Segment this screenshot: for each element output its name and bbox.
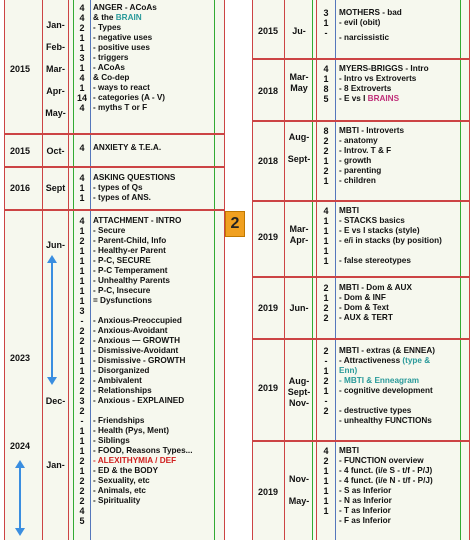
- count-value: 4: [79, 506, 85, 516]
- topic-item: - S as Inferior: [339, 486, 392, 495]
- count-value: 1: [323, 216, 329, 226]
- topic-item: - Relationships: [93, 386, 152, 395]
- topic-item: - STACKS basics: [339, 216, 405, 225]
- topic-list: [93, 173, 175, 203]
- count-value: 1: [323, 226, 329, 236]
- topic-item: [339, 396, 435, 406]
- topic-item: - Spirituality: [93, 496, 141, 505]
- year-column-rule: [284, 0, 285, 540]
- month-label: Jun-: [289, 303, 309, 313]
- count-value: 1: [323, 18, 329, 28]
- month-label: Dec-: [45, 396, 66, 406]
- topic-item: - P-C Temperament: [93, 266, 168, 275]
- count-value: 1: [323, 466, 329, 476]
- left-margin-rule: [252, 0, 253, 540]
- count-value: 1: [79, 183, 85, 193]
- topic-title: MBTI: [339, 206, 360, 215]
- topic-item: - Dismissive-Avoidant: [93, 346, 179, 355]
- topic-item: - Anxious-Preoccupied: [93, 316, 182, 325]
- divider: [252, 58, 470, 60]
- count-value: 1: [323, 476, 329, 486]
- topic-item: - Anxious-Avoidant: [93, 326, 168, 335]
- count-column: [76, 3, 88, 113]
- month-label: Apr-: [289, 235, 309, 245]
- topic-item: - 4 funct. (i/e S - t/f - P/J): [339, 466, 433, 475]
- right-green-rule: [214, 0, 215, 540]
- topic-item: - Dom & Text: [339, 303, 389, 312]
- topic-item: - types of ANS.: [93, 193, 151, 202]
- count-value: 1: [323, 236, 329, 246]
- right-red-rule: [469, 0, 470, 540]
- year-label: 2019: [258, 383, 279, 393]
- count-value: -: [80, 416, 84, 426]
- month-label: Nov-: [289, 398, 309, 408]
- topic-title: ASKING QUESTIONS: [93, 173, 176, 182]
- month-list: [287, 72, 311, 94]
- count-column: [320, 346, 332, 416]
- month-list: [43, 20, 68, 130]
- year-label: 2023: [10, 353, 31, 363]
- topic-item: [93, 306, 193, 316]
- topic-item: [339, 246, 442, 256]
- topic-item: - 4 funct. (i/e N - t/f - P/J): [339, 476, 433, 485]
- month-column-rule: [316, 0, 317, 540]
- month-label: May-: [288, 496, 310, 506]
- count-value: -: [324, 356, 328, 366]
- count-value: -: [324, 28, 328, 38]
- month-label: Sept-: [287, 154, 311, 164]
- count-value: 2: [323, 146, 329, 156]
- count-value: 4: [323, 64, 329, 74]
- topic-title: MBTI - Dom & AUX: [339, 283, 412, 292]
- count-value: 2: [79, 236, 85, 246]
- topic-item: & Co-dep: [93, 73, 130, 82]
- topic-item: - N as Inferior: [339, 496, 392, 505]
- topic-item: - Siblings: [93, 436, 130, 445]
- topic-item: - MBTI & Enneagram: [339, 376, 420, 385]
- page-number-badge: 2: [225, 211, 245, 237]
- count-value: 2: [323, 283, 329, 293]
- count-value: 2: [323, 376, 329, 386]
- right-red-rule: [224, 0, 225, 540]
- topic-item: - Attractiveness (type &: [339, 356, 431, 365]
- count-value: 4: [79, 3, 85, 13]
- count-value: 1: [79, 226, 85, 236]
- count-value: 2: [323, 313, 329, 323]
- count-value: 3: [79, 396, 85, 406]
- count-value: 4: [323, 206, 329, 216]
- topic-item: - Parent-Child, Info: [93, 236, 167, 245]
- count-value: 4: [79, 173, 85, 183]
- topic-item: & the BRAIN: [93, 13, 142, 22]
- topic-list: [339, 446, 433, 526]
- count-value: 4: [79, 103, 85, 113]
- topic-item: - FUNCTION overview: [339, 456, 424, 465]
- count-column: [320, 8, 332, 38]
- count-value: 1: [79, 246, 85, 256]
- count-value: 1: [323, 366, 329, 376]
- count-value: 2: [323, 166, 329, 176]
- count-value: 1: [79, 33, 85, 43]
- count-value: 3: [323, 8, 329, 18]
- topic-item: - Sexuality, etc: [93, 476, 150, 485]
- count-value: 1: [79, 43, 85, 53]
- topic-item: - Friendships: [93, 416, 145, 425]
- count-value: 1: [79, 426, 85, 436]
- topic-list: [93, 3, 165, 113]
- year-label: 2019: [258, 487, 279, 497]
- count-value: 1: [79, 446, 85, 456]
- month-label: Mar-: [45, 64, 65, 74]
- year-label: 2015: [10, 64, 31, 74]
- count-value: 1: [323, 386, 329, 396]
- topic-list: [339, 206, 442, 266]
- month-label: Aug-: [288, 132, 310, 142]
- year-label: 2015: [258, 26, 279, 36]
- month-label: Apr-: [46, 86, 65, 96]
- count-value: 2: [79, 23, 85, 33]
- count-value: 1: [323, 256, 329, 266]
- count-value: 1: [79, 193, 85, 203]
- month-label: Oct-: [46, 146, 65, 156]
- count-value: 5: [79, 516, 85, 526]
- blue-rule: [335, 0, 336, 540]
- count-value: 1: [323, 486, 329, 496]
- topic-item: - Ambivalent: [93, 376, 142, 385]
- topic-item: - Dismissive - GROWTH: [93, 356, 186, 365]
- topic-item: - ways to react: [93, 83, 150, 92]
- count-value: 2: [79, 476, 85, 486]
- count-value: -: [324, 396, 328, 406]
- topic-item: - false stereotypes: [339, 256, 411, 265]
- count-value: 4: [79, 216, 85, 226]
- topic-item: - Animals, etc: [93, 486, 146, 495]
- topic-item: - ALEXITHYMIA / DEF: [93, 456, 177, 465]
- year-label: 2016: [10, 183, 31, 193]
- topic-item: - AUX & TERT: [339, 313, 393, 322]
- topic-item: - Healthy-er Parent: [93, 246, 166, 255]
- topic-item: - children: [339, 176, 376, 185]
- topic-item: - ED & the BODY: [93, 466, 159, 475]
- topic-item: [93, 406, 193, 416]
- count-value: 2: [79, 386, 85, 396]
- year-label: 2019: [258, 303, 279, 313]
- count-value: 2: [323, 303, 329, 313]
- count-value: 2: [323, 346, 329, 356]
- topic-item: - Unhealthy Parents: [93, 276, 170, 285]
- topic-item: - destructive types: [339, 406, 412, 415]
- topic-item: - negative uses: [93, 33, 153, 42]
- month-label: Ju-: [292, 26, 306, 36]
- count-value: 1: [79, 466, 85, 476]
- topic-item: - F as Inferior: [339, 516, 391, 525]
- topic-title: ATTACHMENT - INTRO: [93, 216, 182, 225]
- green-rule: [312, 0, 313, 540]
- count-value: 2: [79, 376, 85, 386]
- count-column: [320, 126, 332, 186]
- topic-item: - ACoAs: [93, 63, 125, 72]
- year-label: 2018: [258, 86, 279, 96]
- topic-item: - Anxious — GROWTH: [93, 336, 181, 345]
- count-value: 1: [323, 496, 329, 506]
- count-value: 1: [323, 74, 329, 84]
- topic-item: - myths T or F: [93, 103, 148, 112]
- count-value: 3: [79, 53, 85, 63]
- topic-item: - T as Inferior: [339, 506, 391, 515]
- right-green-rule: [460, 0, 461, 540]
- topic-list: [339, 283, 412, 323]
- topic-item: - unhealthy FUNCTIONs: [339, 416, 432, 425]
- topic-item: - 8 Extroverts: [339, 84, 392, 93]
- topic-item: - Health (Pys, Ment): [93, 426, 169, 435]
- topic-item: - types of Qs: [93, 183, 143, 192]
- topic-item: - E vs I stacks (style): [339, 226, 420, 235]
- count-value: 1: [79, 276, 85, 286]
- count-column: [320, 64, 332, 104]
- count-value: 2: [79, 326, 85, 336]
- year-label: 2015: [10, 146, 31, 156]
- count-value: 4: [79, 143, 85, 153]
- count-value: 1: [79, 266, 85, 276]
- topic-item: - e/i in stacks (by position): [339, 236, 442, 245]
- timeline-arrow: [14, 460, 26, 536]
- month-label: Sept-: [287, 387, 311, 397]
- count-value: 5: [323, 94, 329, 104]
- topic-list: [93, 143, 161, 153]
- topic-title: MOTHERS - bad: [339, 8, 402, 17]
- month-label: May: [290, 83, 308, 93]
- count-value: 8: [323, 126, 329, 136]
- count-value: 2: [79, 456, 85, 466]
- month-label: Feb-: [46, 42, 65, 52]
- count-value: 1: [79, 83, 85, 93]
- divider: [252, 120, 470, 122]
- topic-item: - evil (obit): [339, 18, 381, 27]
- month-label: Nov-: [289, 474, 309, 484]
- topic-list: [339, 346, 435, 426]
- count-value: 2: [79, 336, 85, 346]
- timeline-arrow: [46, 255, 58, 385]
- count-value: 2: [323, 136, 329, 146]
- topic-item: - parenting: [339, 166, 382, 175]
- topic-list: [339, 126, 404, 186]
- count-value: 1: [79, 436, 85, 446]
- topic-list: [339, 64, 429, 104]
- topic-item: - positive uses: [93, 43, 150, 52]
- count-value: 4: [79, 73, 85, 83]
- count-value: 2: [79, 486, 85, 496]
- count-value: 14: [76, 93, 87, 103]
- month-label: Jun-: [46, 240, 65, 250]
- topic-item: - Dom & INF: [339, 293, 386, 302]
- count-value: 4: [323, 446, 329, 456]
- count-value: 8: [323, 84, 329, 94]
- count-value: -: [80, 316, 84, 326]
- topic-list: [93, 216, 193, 506]
- topic-item: - growth: [339, 156, 372, 165]
- topic-item: - narcissistic: [339, 33, 390, 42]
- month-label: Aug-: [288, 376, 310, 386]
- topic-item: - P-C, SECURE: [93, 256, 151, 265]
- month-list: [287, 224, 311, 246]
- divider: [252, 276, 470, 278]
- month-label: May-: [45, 108, 66, 118]
- topic-item: - cognitive development: [339, 386, 433, 395]
- topic-item: = Dysfunctions: [93, 296, 152, 305]
- topic-item: - FOOD, Reasons Types...: [93, 446, 193, 455]
- month-label: Mar-: [289, 224, 309, 234]
- topic-title: MBTI - Introverts: [339, 126, 405, 135]
- count-column: [76, 216, 88, 526]
- topic-title: ANXIETY & T.E.A.: [93, 143, 162, 152]
- count-column: [320, 206, 332, 266]
- count-value: 1: [323, 293, 329, 303]
- count-value: 1: [79, 346, 85, 356]
- divider: [252, 200, 470, 202]
- count-value: 1: [79, 366, 85, 376]
- count-value: 1: [79, 296, 85, 306]
- topic-item: Enn): [339, 366, 358, 375]
- count-value: 3: [79, 306, 85, 316]
- green-rule: [73, 0, 74, 540]
- count-value: 1: [79, 286, 85, 296]
- count-column: [320, 283, 332, 323]
- topic-item: - P-C, Insecure: [93, 286, 151, 295]
- count-value: 1: [323, 506, 329, 516]
- topic-item: - Intro vs Extroverts: [339, 74, 417, 83]
- year-label: 2018: [258, 156, 279, 166]
- topic-item: - Secure: [93, 226, 126, 235]
- count-value: 1: [323, 156, 329, 166]
- month-column-rule: [68, 0, 69, 540]
- count-value: 1: [323, 246, 329, 256]
- count-value: 1: [323, 176, 329, 186]
- topic-item: - E vs I BRAINS: [339, 94, 400, 103]
- topic-item: - triggers: [93, 53, 129, 62]
- left-margin-rule: [4, 0, 5, 540]
- month-label: Jan-: [46, 20, 65, 30]
- month-list: [287, 376, 311, 409]
- count-value: 1: [79, 256, 85, 266]
- count-value: 2: [323, 456, 329, 466]
- topic-title: MYERS-BRIGGS - Intro: [339, 64, 429, 73]
- count-value: 2: [323, 406, 329, 416]
- topic-item: - Disorganized: [93, 366, 150, 375]
- year-label: 2024: [10, 441, 31, 451]
- month-label: Sept: [45, 183, 66, 193]
- count-column: [76, 143, 88, 153]
- divider: [4, 209, 224, 211]
- topic-item: - Anxious - EXPLAINED: [93, 396, 185, 405]
- blue-rule: [90, 0, 91, 540]
- year-label: 2019: [258, 232, 279, 242]
- topic-item: - Introv. T & F: [339, 146, 392, 155]
- count-value: 1: [79, 356, 85, 366]
- month-list: [287, 474, 311, 507]
- count-column: [76, 173, 88, 203]
- month-list: [287, 132, 311, 165]
- count-column: [320, 446, 332, 516]
- count-value: 4: [79, 13, 85, 23]
- month-label: Mar-: [289, 72, 309, 82]
- topic-title: MBTI: [339, 446, 360, 455]
- divider: [4, 166, 224, 168]
- topic-title: MBTI - extras (& ENNEA): [339, 346, 435, 355]
- count-value: 2: [79, 496, 85, 506]
- divider: [252, 338, 470, 340]
- divider: [4, 133, 224, 135]
- count-value: 2: [79, 406, 85, 416]
- count-value: 1: [79, 63, 85, 73]
- topic-item: - anatomy: [339, 136, 378, 145]
- month-label: Jan-: [46, 460, 65, 470]
- topic-item: - categories (A - V): [93, 93, 166, 102]
- topic-item: - Types: [93, 23, 122, 32]
- topic-title: ANGER - ACoAs: [93, 3, 157, 12]
- topic-list: [339, 8, 402, 43]
- divider: [252, 440, 470, 442]
